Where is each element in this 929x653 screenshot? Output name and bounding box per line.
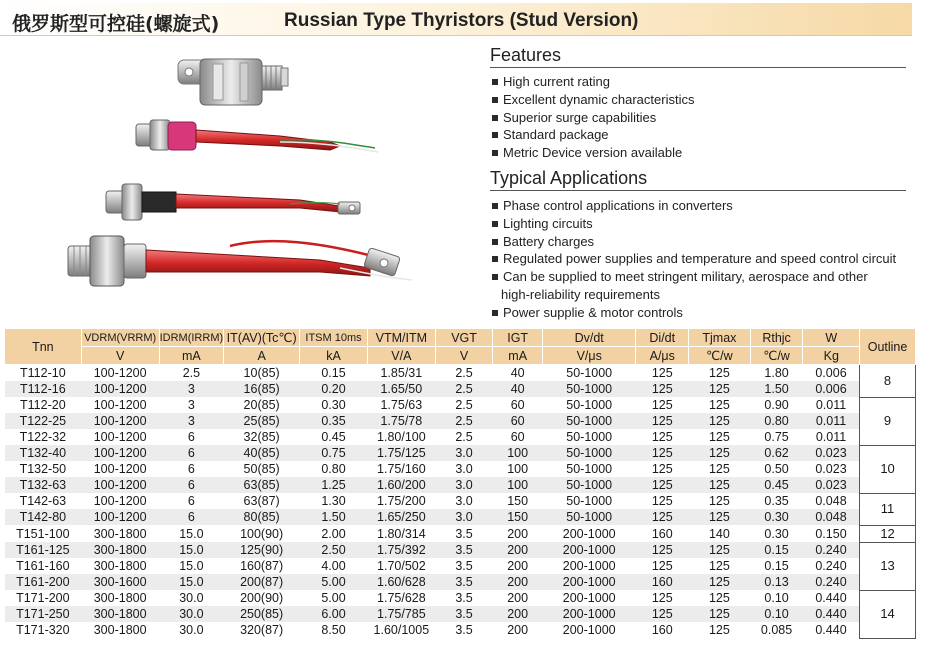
cell-itsm: 8.50: [321, 623, 346, 637]
cell-vtm: 1.75/160: [377, 462, 426, 476]
cell-itav: 320(87): [240, 623, 284, 637]
cell-type: T122-25: [5, 413, 82, 429]
list-item: Excellent dynamic characteristics: [492, 91, 694, 109]
cell-vtm: 1.75/392: [367, 542, 435, 558]
applications-heading: Typical Applications: [490, 168, 906, 191]
cell-vgt: 3.0: [435, 477, 493, 493]
cell-vdrm: 300-1800: [93, 526, 147, 541]
cell-weight: 0.440: [815, 623, 847, 637]
cell-itsm: 0.30: [321, 398, 346, 412]
cell-type: T161-125: [5, 542, 82, 558]
cell-tjmax: 125: [708, 494, 730, 508]
cell-vdrm: 100-1200: [81, 477, 159, 493]
cell-vdrm: 100-1200: [93, 462, 147, 476]
cell-vtm: 1.60/628: [367, 574, 435, 590]
cell-rthjc: 0.10: [764, 591, 789, 605]
unit-vtm: V/A: [367, 347, 435, 365]
cell-vgt: 3.0: [455, 462, 473, 476]
header-tnn: Tnn: [5, 329, 82, 365]
cell-didt: 125: [636, 477, 689, 493]
cell-itsm: 1.30: [321, 494, 346, 508]
cell-vdrm: 100-1200: [81, 413, 159, 429]
table-row: [5, 558, 916, 574]
list-item: Regulated power supplies and temperature and speed control circuit: [492, 250, 922, 268]
table-row: [5, 574, 916, 590]
spec-table: [4, 328, 916, 639]
title-english: Russian Type Thyristors (Stud Version): [284, 10, 639, 31]
cell-igt: 100: [493, 445, 543, 461]
cell-dvdt: 200-1000: [562, 591, 616, 605]
cell-igt: 60: [510, 398, 525, 412]
cell-dvdt: 200-1000: [562, 526, 616, 541]
cell-rthjc: 0.30: [764, 526, 789, 541]
cell-igt: 150: [493, 509, 543, 525]
cell-type: T112-10: [20, 366, 66, 380]
header-outline: Outline: [860, 329, 916, 365]
cell-weight: 0.023: [815, 462, 847, 476]
thyristor-small-photo: [178, 59, 288, 105]
list-item: Phase control applications in converters: [492, 197, 922, 215]
cell-idrm: 6: [187, 430, 195, 444]
cell-vdrm: 300-1800: [81, 542, 159, 558]
header-itav: IT(AV)(Tc℃): [224, 329, 300, 347]
cell-didt: 125: [651, 366, 673, 380]
cell-weight: 0.240: [815, 559, 847, 573]
cell-itsm: 0.45: [321, 430, 346, 444]
features-heading: Features: [490, 45, 906, 68]
unit-tjmax: ℃/w: [689, 347, 751, 365]
cell-idrm: 15.0: [179, 526, 204, 541]
cell-rthjc: 0.45: [750, 477, 803, 493]
unit-itav: A: [224, 347, 300, 365]
cell-vdrm: 300-1800: [93, 591, 147, 605]
cell-idrm: 15.0: [159, 574, 224, 590]
cell-idrm: 6: [159, 445, 224, 461]
cell-vgt: 2.5: [435, 381, 493, 397]
cell-dvdt: 200-1000: [542, 574, 635, 590]
cell-outline: 11: [860, 493, 916, 525]
table-row: [5, 413, 916, 429]
cell-didt: 125: [636, 413, 689, 429]
cell-itsm: 0.20: [300, 381, 368, 397]
cell-vtm: 1.75/785: [367, 606, 435, 622]
cell-vtm: 1.70/502: [377, 559, 426, 573]
cell-weight: 0.150: [815, 526, 847, 541]
cell-vtm: 1.85/31: [380, 366, 423, 380]
cell-tjmax: 125: [689, 381, 751, 397]
cell-itav: 125(90): [224, 542, 300, 558]
cell-idrm: 30.0: [179, 591, 204, 605]
table-row: [5, 590, 916, 606]
cell-idrm: 30.0: [159, 606, 224, 622]
table-row: [5, 525, 916, 542]
header-dvdt: Dv/dt: [542, 329, 635, 347]
cell-rthjc: 0.30: [750, 509, 803, 525]
cell-itsm: 5.00: [300, 574, 368, 590]
cell-itav: 16(85): [224, 381, 300, 397]
cell-itav: 200(90): [240, 591, 284, 605]
cell-weight: 0.006: [815, 366, 847, 380]
cell-didt: 125: [651, 559, 673, 573]
cell-vgt: 3.0: [435, 445, 493, 461]
cell-dvdt: 200-1000: [542, 606, 635, 622]
unit-igt: mA: [493, 347, 543, 365]
header-didt: Di/dt: [636, 329, 689, 347]
cell-itsm: 0.35: [300, 413, 368, 429]
cell-dvdt: 50-1000: [542, 445, 635, 461]
cell-dvdt: 50-1000: [566, 398, 613, 412]
cell-rthjc: 0.50: [764, 462, 789, 476]
cell-vdrm: 100-1200: [93, 366, 147, 380]
title-bar: [0, 3, 912, 36]
cell-outline: 14: [860, 590, 916, 638]
cell-vtm: 1.75/628: [377, 591, 426, 605]
cell-itsm: 5.00: [321, 591, 346, 605]
table-row: [5, 381, 916, 397]
cell-didt: 125: [651, 462, 673, 476]
list-item: Standard package: [492, 126, 694, 144]
cell-weight: 0.240: [803, 574, 860, 590]
cell-didt: 160: [636, 574, 689, 590]
cell-itav: 160(87): [240, 559, 284, 573]
cell-outline: 10: [860, 445, 916, 493]
table-row: [5, 606, 916, 622]
list-item: Superior surge capabilities: [492, 109, 694, 127]
cell-tjmax: 125: [708, 430, 730, 444]
list-item: High current rating: [492, 73, 694, 91]
header-vgt: VGT: [435, 329, 493, 347]
cell-didt: 160: [651, 526, 673, 541]
cell-dvdt: 200-1000: [562, 559, 616, 573]
cell-itsm: 2.00: [321, 526, 346, 541]
cell-igt: 40: [510, 366, 525, 380]
cell-idrm: 3: [159, 381, 224, 397]
cell-itsm: 2.50: [300, 542, 368, 558]
unit-vgt: V: [435, 347, 493, 365]
cell-dvdt: 50-1000: [566, 366, 613, 380]
table-row: [5, 477, 916, 493]
features-list: [492, 73, 694, 162]
cell-igt: 150: [507, 494, 529, 508]
cell-type: T112-16: [5, 381, 82, 397]
cell-itsm: 0.75: [300, 445, 368, 461]
unit-vdrm: V: [81, 347, 159, 365]
table-row: [5, 365, 916, 382]
cell-tjmax: 140: [708, 526, 730, 541]
cell-idrm: 2.5: [182, 366, 201, 380]
list-item: Metric Device version available: [492, 144, 694, 162]
cell-dvdt: 50-1000: [542, 477, 635, 493]
cell-rthjc: 0.35: [764, 494, 789, 508]
cell-didt: 125: [636, 381, 689, 397]
cell-vtm: 1.75/63: [380, 398, 423, 412]
cell-vgt: 2.5: [435, 413, 493, 429]
cell-idrm: 3: [187, 398, 195, 412]
cell-igt: 200: [507, 526, 529, 541]
list-item: Power supplie & motor controls: [492, 304, 922, 322]
cell-vgt: 3.5: [435, 574, 493, 590]
cell-vgt: 2.5: [455, 366, 473, 380]
list-item: Can be supplied to meet stringent military, aerospace and other: [492, 268, 922, 286]
cell-didt: 125: [651, 430, 673, 444]
cell-vtm: 1.65/250: [367, 509, 435, 525]
cell-vtm: 1.65/50: [367, 381, 435, 397]
cell-tjmax: 125: [689, 574, 751, 590]
cell-rthjc: 1.50: [750, 381, 803, 397]
cell-vgt: 3.5: [435, 542, 493, 558]
cell-vdrm: 300-1600: [81, 574, 159, 590]
table-row: [5, 461, 916, 477]
cell-weight: 0.011: [815, 430, 847, 444]
cell-itsm: 4.00: [321, 559, 346, 573]
thyristor-large-photo: [68, 236, 412, 286]
cell-vgt: 2.5: [455, 430, 473, 444]
cell-igt: 100: [507, 462, 529, 476]
table-row: [5, 622, 916, 638]
cell-itav: 63(85): [224, 477, 300, 493]
cell-type: T161-160: [16, 559, 70, 573]
header-rthjc: Rthjc: [750, 329, 803, 347]
cell-idrm: 6: [159, 477, 224, 493]
cell-weight: 0.440: [803, 606, 860, 622]
cell-type: T171-200: [16, 591, 70, 605]
cell-itav: 63(87): [243, 494, 280, 508]
cell-type: T171-250: [5, 606, 82, 622]
cell-idrm: 6: [187, 462, 195, 476]
cell-igt: 40: [493, 381, 543, 397]
cell-tjmax: 125: [708, 591, 730, 605]
cell-igt: 60: [510, 430, 525, 444]
header-igt: IGT: [493, 329, 543, 347]
cell-dvdt: 50-1000: [542, 413, 635, 429]
table-row: [5, 493, 916, 509]
cell-weight: 0.240: [803, 542, 860, 558]
cell-didt: 125: [636, 606, 689, 622]
cell-didt: 125: [651, 591, 673, 605]
cell-tjmax: 125: [689, 445, 751, 461]
cell-type: T132-63: [5, 477, 82, 493]
cell-tjmax: 125: [708, 366, 730, 380]
header-idrm: IDRM(IRRM): [159, 329, 224, 347]
cell-igt: 200: [507, 559, 529, 573]
cell-igt: 200: [493, 574, 543, 590]
cell-tjmax: 125: [689, 509, 751, 525]
thyristor-pink-photo: [136, 120, 378, 152]
cell-type: T151-100: [16, 526, 70, 541]
cell-type: T112-20: [20, 398, 66, 412]
table-row: [5, 445, 916, 461]
cell-igt: 60: [493, 413, 543, 429]
cell-idrm: 15.0: [159, 542, 224, 558]
cell-dvdt: 50-1000: [566, 494, 613, 508]
cell-idrm: 3: [159, 413, 224, 429]
cell-vdrm: 100-1200: [81, 509, 159, 525]
cell-rthjc: 0.90: [764, 398, 789, 412]
cell-rthjc: 0.80: [750, 413, 803, 429]
cell-dvdt: 200-1000: [542, 542, 635, 558]
thyristor-black-photo: [106, 184, 360, 220]
cell-type: T142-63: [19, 494, 67, 508]
cell-vgt: 3.5: [455, 591, 473, 605]
table-header-row: [5, 329, 916, 347]
cell-vgt: 3.5: [455, 526, 473, 541]
cell-itav: 200(87): [224, 574, 300, 590]
cell-vdrm: 300-1800: [93, 623, 147, 637]
cell-tjmax: 125: [689, 413, 751, 429]
unit-didt: A/μs: [636, 347, 689, 365]
cell-rthjc: 0.15: [764, 559, 789, 573]
list-item-continuation: high-reliability requirements: [501, 286, 660, 302]
cell-rthjc: 1.80: [764, 366, 789, 380]
cell-didt: 125: [636, 542, 689, 558]
list-item: Lighting circuits: [492, 215, 922, 233]
cell-idrm: 15.0: [179, 559, 204, 573]
table-row: [5, 542, 916, 558]
cell-igt: 200: [493, 606, 543, 622]
cell-didt: 160: [651, 623, 673, 637]
cell-weight: 0.440: [815, 591, 847, 605]
cell-weight: 0.048: [803, 509, 860, 525]
cell-itav: 100(90): [240, 526, 284, 541]
cell-vtm: 1.60/1005: [373, 623, 430, 637]
applications-list: [492, 197, 922, 322]
cell-rthjc: 0.75: [764, 430, 789, 444]
cell-tjmax: 125: [689, 542, 751, 558]
cell-vgt: 2.5: [455, 398, 473, 412]
cell-outline: 8: [860, 365, 916, 398]
cell-tjmax: 125: [708, 398, 730, 412]
cell-itav: 32(85): [243, 430, 280, 444]
unit-idrm: mA: [159, 347, 224, 365]
cell-vtm: 1.75/200: [377, 494, 426, 508]
header-vtm: VTM/ITM: [367, 329, 435, 347]
cell-dvdt: 50-1000: [566, 462, 613, 476]
cell-itav: 250(85): [224, 606, 300, 622]
cell-type: T171-320: [16, 623, 70, 637]
header-vdrm: VDRM(VRRM): [81, 329, 159, 347]
cell-rthjc: 0.62: [750, 445, 803, 461]
cell-didt: 125: [651, 494, 673, 508]
cell-tjmax: 125: [689, 606, 751, 622]
header-itsm: ITSM 10ms: [300, 329, 368, 347]
cell-itav: 10(85): [243, 366, 280, 380]
list-item: Battery charges: [492, 233, 922, 251]
cell-tjmax: 125: [708, 623, 730, 637]
product-photos: [40, 46, 460, 331]
cell-igt: 200: [507, 591, 529, 605]
cell-dvdt: 50-1000: [542, 381, 635, 397]
cell-vdrm: 100-1200: [93, 494, 147, 508]
cell-type: T122-32: [19, 430, 67, 444]
cell-rthjc: 0.10: [750, 606, 803, 622]
cell-type: T142-80: [5, 509, 82, 525]
cell-itsm: 0.15: [321, 366, 346, 380]
cell-tjmax: 125: [689, 477, 751, 493]
cell-vtm: 1.80/314: [377, 526, 426, 541]
cell-dvdt: 50-1000: [542, 509, 635, 525]
table-row: [5, 397, 916, 413]
cell-igt: 200: [493, 542, 543, 558]
cell-didt: 125: [636, 509, 689, 525]
cell-weight: 0.048: [815, 494, 847, 508]
cell-tjmax: 125: [708, 462, 730, 476]
cell-outline: 12: [860, 525, 916, 542]
header-w: W: [803, 329, 860, 347]
cell-vdrm: 100-1200: [81, 381, 159, 397]
cell-type: T132-50: [19, 462, 67, 476]
cell-weight: 0.006: [803, 381, 860, 397]
cell-itsm: 0.80: [321, 462, 346, 476]
cell-igt: 100: [493, 477, 543, 493]
cell-vdrm: 100-1200: [81, 445, 159, 461]
cell-type: T161-200: [5, 574, 82, 590]
cell-weight: 0.023: [803, 477, 860, 493]
cell-rthjc: 0.15: [750, 542, 803, 558]
cell-vtm: 1.80/100: [377, 430, 426, 444]
cell-outline: 9: [860, 397, 916, 445]
cell-didt: 125: [651, 398, 673, 412]
table-row: [5, 429, 916, 445]
cell-idrm: 6: [159, 509, 224, 525]
cell-vdrm: 100-1200: [93, 430, 147, 444]
cell-rthjc: 0.085: [760, 623, 793, 637]
cell-itsm: 1.50: [300, 509, 368, 525]
cell-dvdt: 50-1000: [566, 430, 613, 444]
cell-idrm: 6: [187, 494, 195, 508]
cell-weight: 0.023: [803, 445, 860, 461]
cell-vtm: 1.60/200: [367, 477, 435, 493]
cell-vdrm: 300-1800: [93, 559, 147, 573]
cell-vgt: 3.0: [435, 509, 493, 525]
cell-vgt: 3.0: [455, 494, 473, 508]
cell-itsm: 1.25: [300, 477, 368, 493]
cell-vgt: 3.5: [435, 606, 493, 622]
cell-dvdt: 200-1000: [562, 623, 616, 637]
unit-dvdt: V/μs: [542, 347, 635, 365]
cell-itav: 20(85): [243, 398, 280, 412]
cell-idrm: 30.0: [179, 623, 204, 637]
unit-w: Kg: [803, 347, 860, 365]
unit-itsm: kA: [300, 347, 368, 365]
cell-tjmax: 125: [708, 559, 730, 573]
cell-rthjc: 0.13: [750, 574, 803, 590]
unit-rthjc: ℃/w: [750, 347, 803, 365]
cell-weight: 0.011: [803, 413, 860, 429]
table-unit-row: [5, 347, 916, 365]
cell-itav: 80(85): [224, 509, 300, 525]
cell-outline: 13: [860, 542, 916, 590]
cell-vtm: 1.75/125: [367, 445, 435, 461]
cell-vgt: 3.5: [455, 559, 473, 573]
cell-vtm: 1.75/78: [367, 413, 435, 429]
cell-itav: 50(85): [243, 462, 280, 476]
cell-itav: 25(85): [224, 413, 300, 429]
title-chinese: 俄罗斯型可控硅(螺旋式): [12, 13, 220, 35]
cell-vdrm: 300-1800: [81, 606, 159, 622]
cell-vdrm: 100-1200: [93, 398, 147, 412]
cell-type: T132-40: [5, 445, 82, 461]
cell-vgt: 3.5: [455, 623, 473, 637]
cell-igt: 200: [507, 623, 529, 637]
cell-didt: 125: [636, 445, 689, 461]
cell-weight: 0.011: [815, 398, 847, 412]
table-row: [5, 509, 916, 525]
cell-itsm: 6.00: [300, 606, 368, 622]
cell-itav: 40(85): [224, 445, 300, 461]
header-tjmax: Tjmax: [689, 329, 751, 347]
